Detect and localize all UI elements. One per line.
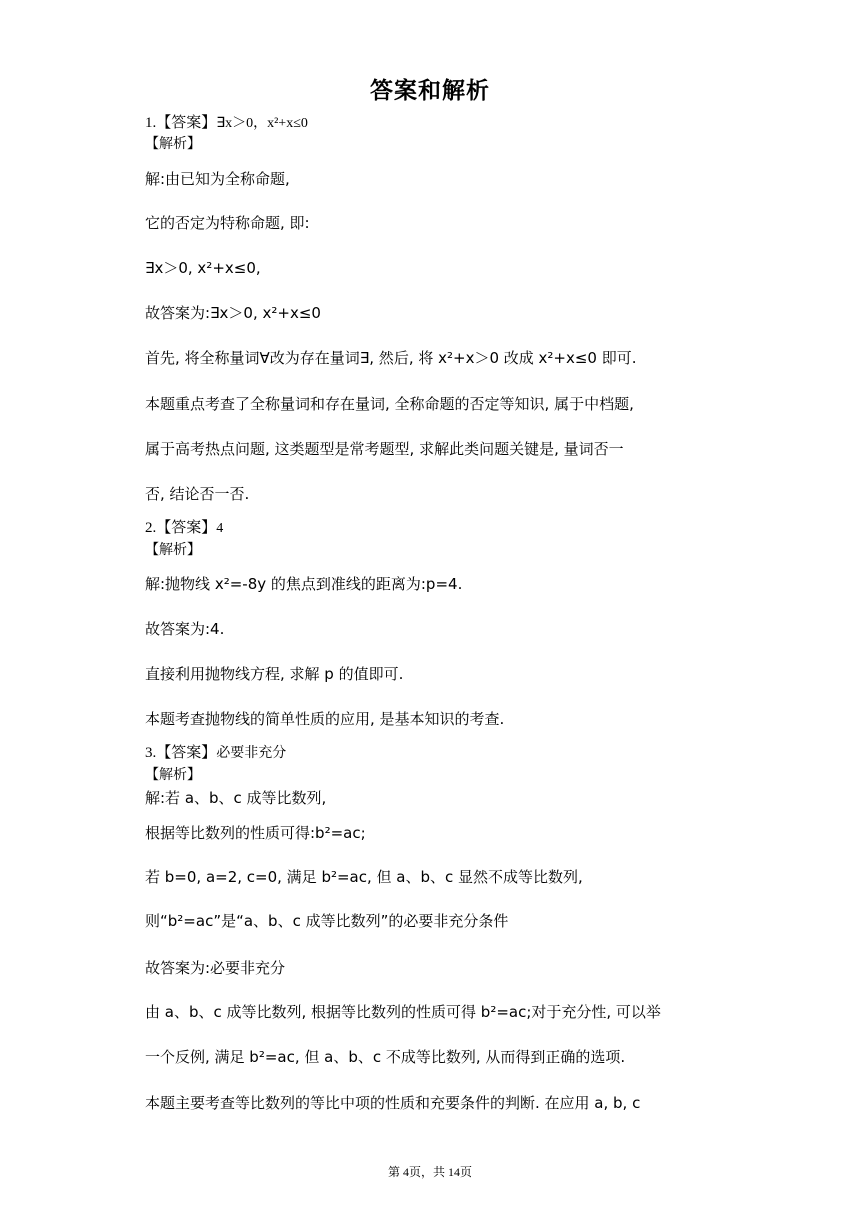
q3-line-6: 由 a、b、c 成等比数列, 根据等比数列的性质可得 b²=ac;对于充分性, 可以举 (145, 1003, 661, 1021)
q2-answer-line (145, 518, 725, 539)
q1-analysis-label: 【解析】 (145, 136, 201, 152)
q3-line-4: 则“b²=ac”是“a、b、c 成等比数列”的必要非充分条件 (145, 912, 509, 930)
q2-head: 2.【答案】 (145, 520, 217, 536)
q3-line-2: 根据等比数列的性质可得:b²=ac; (145, 824, 366, 842)
q1-line-7: 属于高考热点问题, 这类题型是常考题型, 求解此类问题关键是, 量词否一 (145, 440, 624, 458)
q1-head: 1.【答案】 (145, 115, 217, 131)
q2-analysis-label: 【解析】 (145, 542, 201, 558)
q3-answer-line (145, 743, 725, 764)
q3-analysis-label: 【解析】 (145, 767, 201, 783)
q2-line-4: 本题考查抛物线的简单性质的应用, 是基本知识的考查. (145, 710, 505, 728)
q3-line-7: 一个反例, 满足 b²=ac, 但 a、b、c 不成等比数列, 从而得到正确的选项. (145, 1048, 626, 1066)
q2-line-3: 直接利用抛物线方程, 求解 p 的值即可. (145, 665, 404, 683)
q3-line-3: 若 b=0, a=2, c=0, 满足 b²=ac, 但 a、b、c 显然不成等比数列, (145, 868, 583, 886)
q2-line-1: 解:抛物线 x²=-8y 的焦点到准线的距离为:p=4. (145, 575, 463, 593)
q1-line-8: 否, 结论否一否. (145, 485, 250, 503)
q1-answer: ∃x＞0，x²+x≤0 (216, 116, 308, 131)
q1-line-6: 本题重点考查了全称量词和存在量词, 全称命题的否定等知识, 属于中档题, (145, 395, 634, 413)
q3-line-1: 解:若 a、b、c 成等比数列, (145, 789, 327, 807)
q3-head: 3.【答案】 (145, 745, 217, 761)
q2-answer: 4 (216, 521, 224, 536)
q2-line-2: 故答案为:4. (145, 620, 225, 638)
q1-line-2: 它的否定为特称命题, 即: (145, 214, 310, 232)
q1-line-3: ∃x＞0, x²+x≤0, (145, 259, 261, 277)
q3-answer: 必要非充分 (216, 746, 287, 761)
q3-line-5: 故答案为:必要非充分 (145, 959, 286, 977)
q1-line-4: 故答案为:∃x＞0, x²+x≤0 (145, 304, 321, 322)
q1-answer-line (145, 113, 725, 134)
page-footer: 第 4页，共 14页 (387, 1165, 472, 1179)
q1-line-5: 首先, 将全称量词∀改为存在量词∃, 然后, 将 x²+x＞0 改成 x²+x≤0 即可. (145, 349, 637, 367)
page-title: 答案和解析 (370, 78, 490, 104)
q1-line-1: 解:由已知为全称命题, (145, 170, 290, 188)
q3-line-8: 本题主要考查等比数列的等比中项的性质和充要条件的判断. 在应用 a, b, c (145, 1094, 641, 1112)
